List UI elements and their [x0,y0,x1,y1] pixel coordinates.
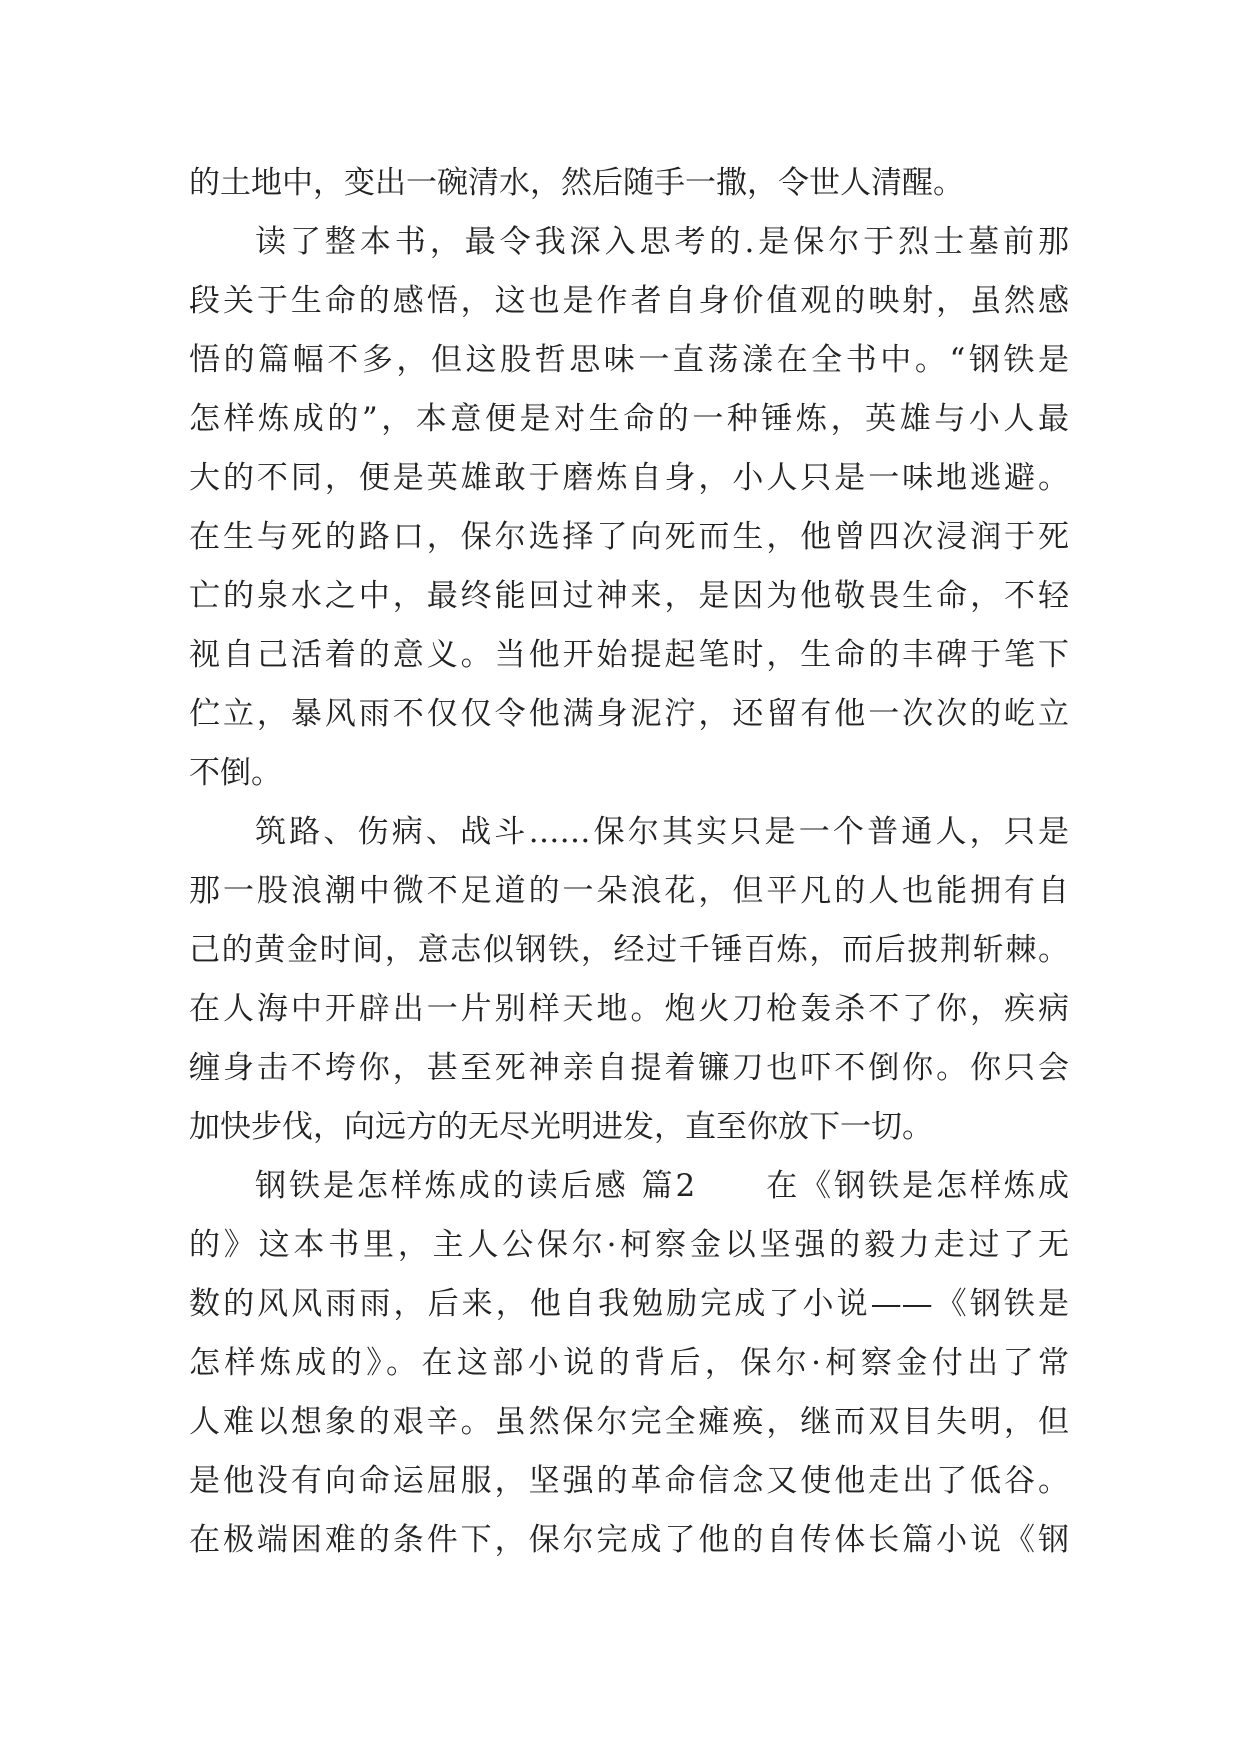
text-line: 钢铁是怎样炼成的读后感 篇2 在《钢铁是怎样炼成 [255,1168,1069,1204]
text-line: 在人海中开辟出一片别样天地。炮火刀枪轰杀不了你，疾病 [189,991,1069,1027]
text-line: 伫立，暴风雨不仅仅令他满身泥泞，还留有他一次次的屹立 [189,696,1069,732]
text-line: 那一股浪潮中微不足道的一朵浪花，但平凡的人也能拥有自 [189,873,1069,909]
text-line: 不倒。 [189,755,282,791]
text-line: 怎样炼成的》。在这部小说的背后，保尔·柯察金付出了常 [189,1345,1069,1381]
text-line: 己的黄金时间，意志似钢铁，经过千锤百炼，而后披荆斩棘。 [189,932,1069,968]
text-line: 在生与死的路口，保尔选择了向死而生，他曾四次浸润于死 [189,519,1069,555]
text-line: 段关于生命的感悟，这也是作者自身价值观的映射，虽然感 [189,283,1069,319]
body-text [189,154,1069,1570]
text-line: 视自己活着的意义。当他开始提起笔时，生命的丰碑于笔下 [189,637,1069,673]
text-line: 人难以想象的艰辛。虽然保尔完全瘫痪，继而双目失明，但 [189,1404,1069,1440]
text-line: 的》这本书里，主人公保尔·柯察金以坚强的毅力走过了无 [189,1227,1069,1263]
text-line: 怎样炼成的”，本意便是对生命的一种锤炼，英雄与小人最 [189,401,1069,437]
text-line: 缠身击不垮你，甚至死神亲自提着镰刀也吓不倒你。你只会 [189,1050,1069,1086]
text-line: 筑路、伤病、战斗……保尔其实只是一个普通人，只是 [255,814,1069,850]
text-line: 加快步伐，向远方的无尽光明进发，直至你放下一切。 [189,1109,933,1145]
text-line: 是他没有向命运屈服，坚强的革命信念又使他走出了低谷。 [189,1463,1069,1499]
text-line: 数的风风雨雨，后来，他自我勉励完成了小说——《钢铁是 [189,1286,1069,1322]
text-line: 的土地中，变出一碗清水，然后随手一撒，令世人清醒。 [189,165,964,201]
text-line: 大的不同，便是英雄敢于磨炼自身，小人只是一味地逃避。 [189,460,1069,496]
text-line: 悟的篇幅不多，但这股哲思味一直荡漾在全书中。“钢铁是 [189,342,1069,378]
text-line: 亡的泉水之中，最终能回过神来，是因为他敬畏生命，不轻 [189,578,1069,614]
text-line: 在极端困难的条件下，保尔完成了他的自传体长篇小说《钢 [189,1522,1069,1558]
text-line: 读了整本书，最令我深入思考的.是保尔于烈士墓前那 [255,224,1069,260]
